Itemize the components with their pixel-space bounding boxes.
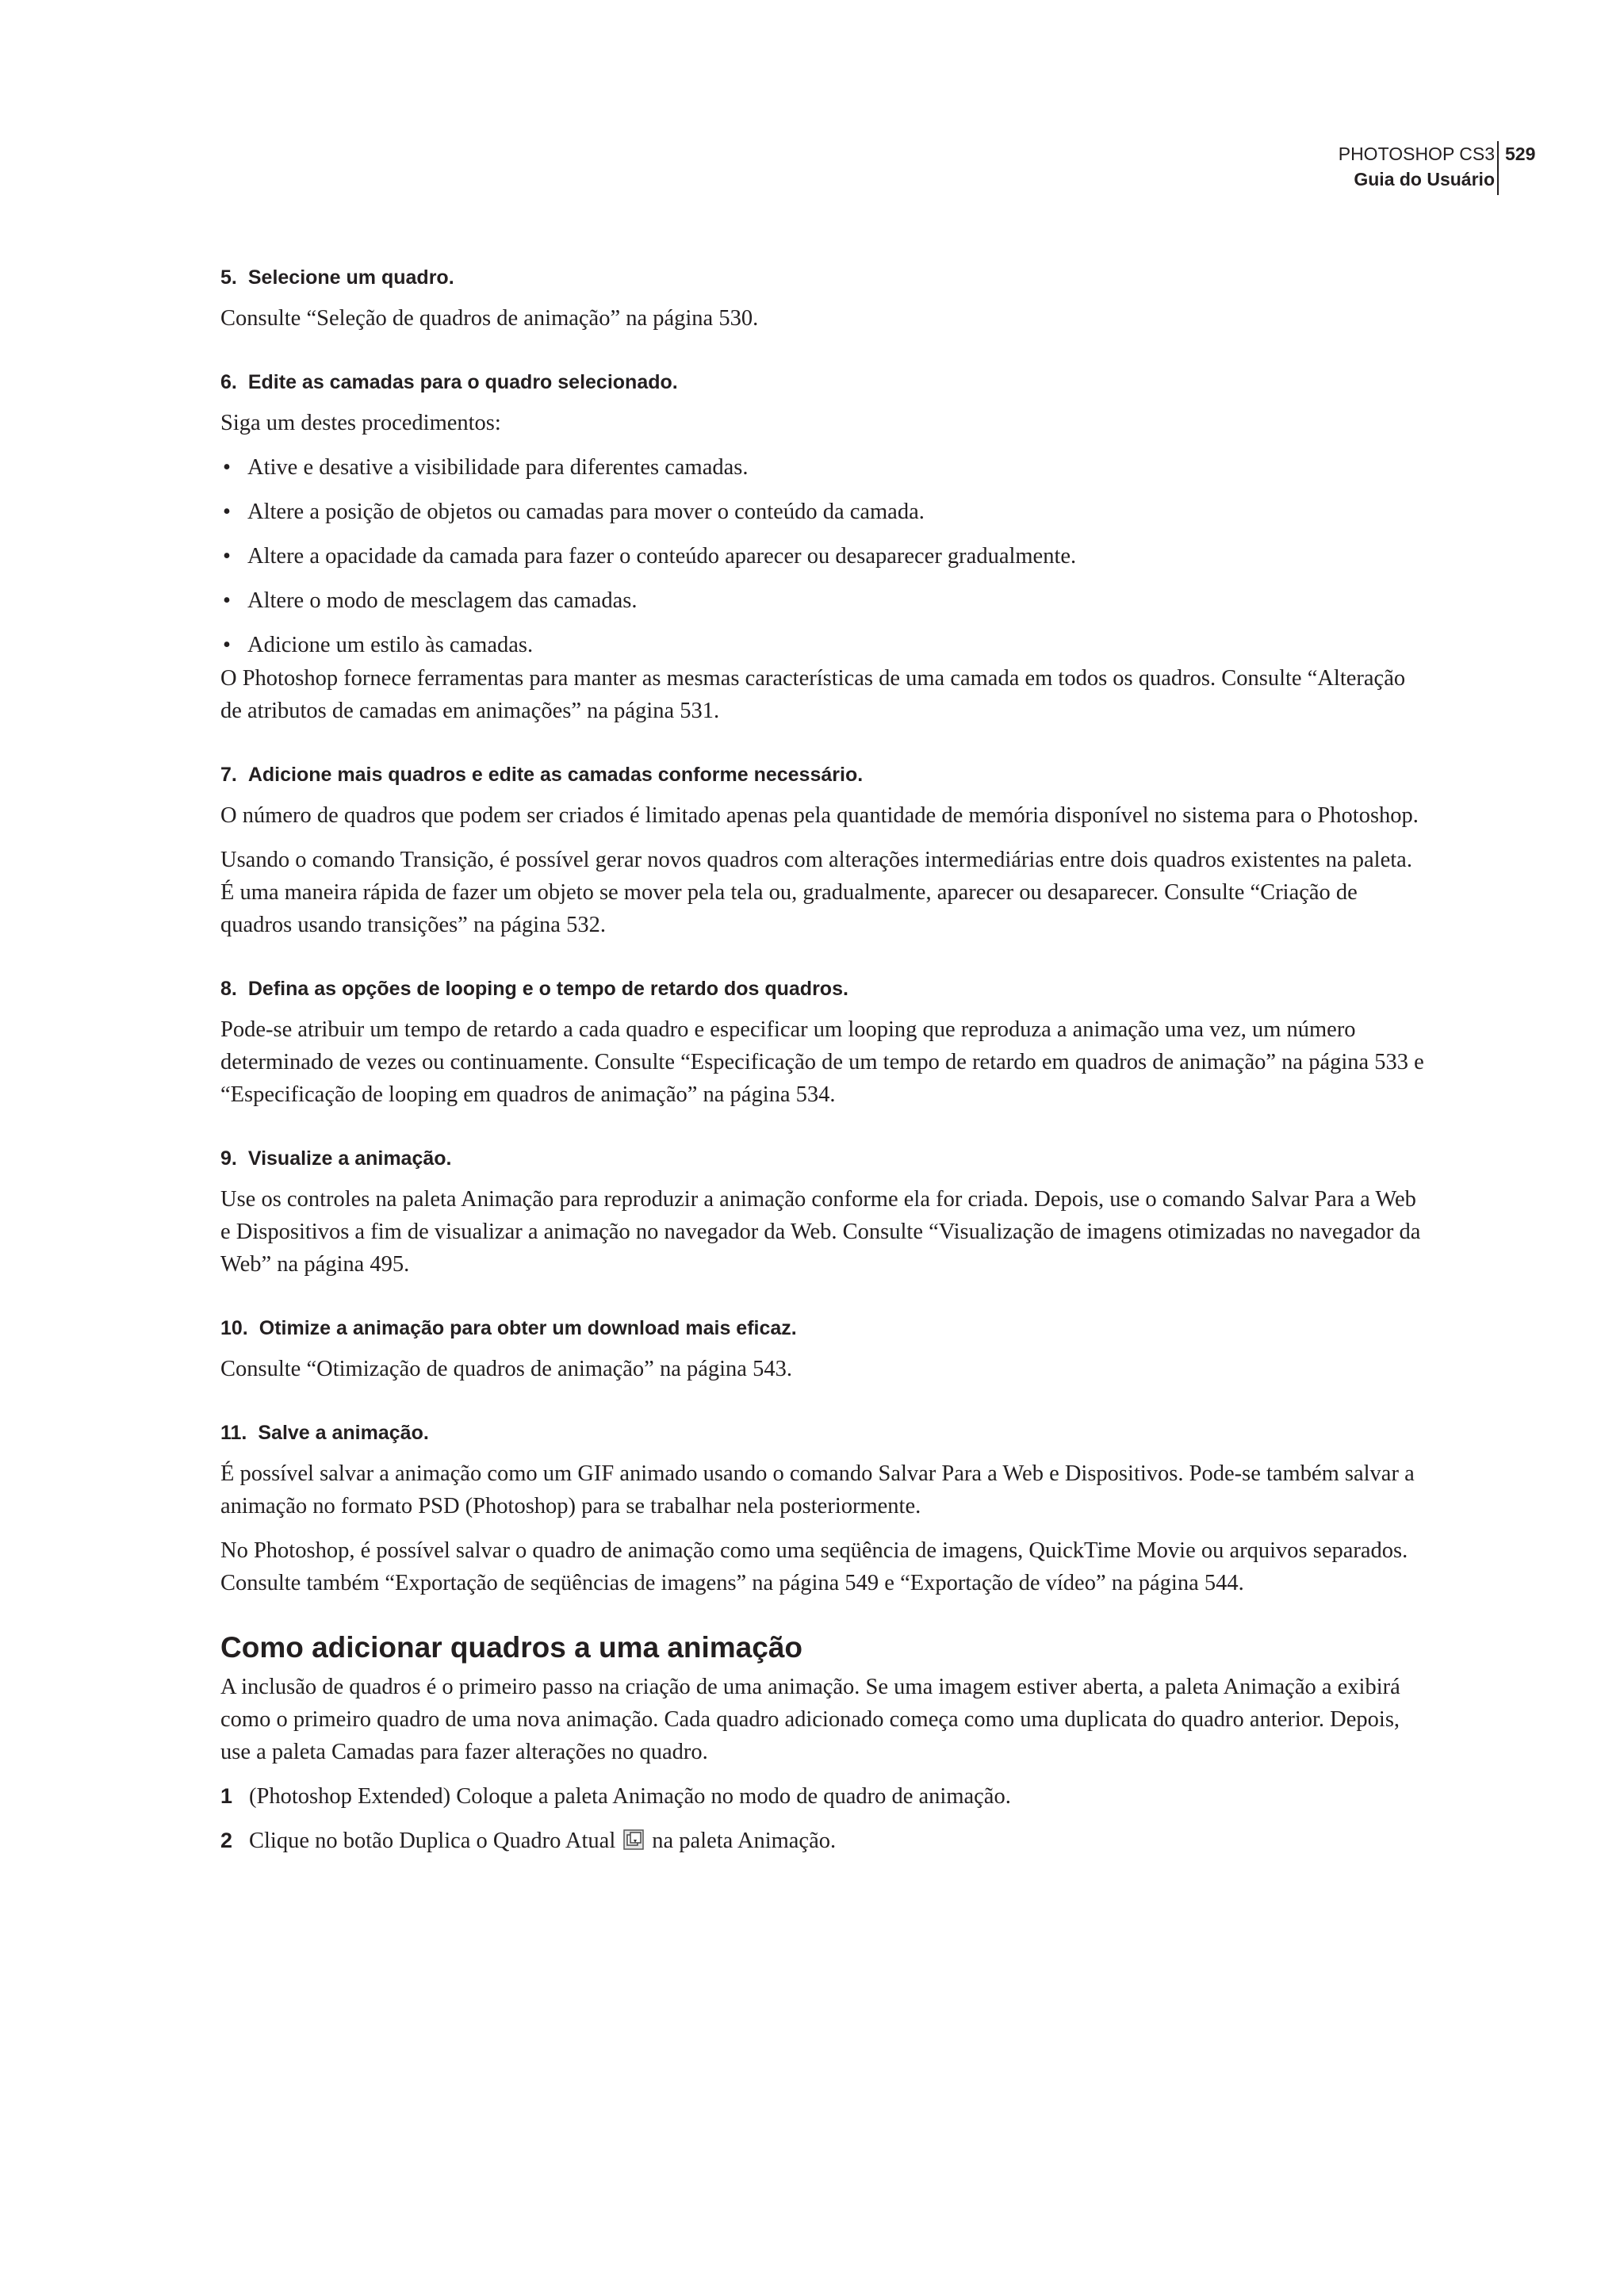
- item-text: Clique no botão Duplica o Quadro Atual: [249, 1829, 616, 1853]
- paragraph: Consulte “Otimização de quadros de animação” na página 543.: [220, 1357, 792, 1381]
- step-number: 7.: [220, 764, 237, 786]
- item-text-after: na paleta Animação.: [652, 1829, 837, 1853]
- page-number: 529: [1505, 144, 1536, 164]
- step-title: Defina as opções de looping e o tempo de retardo dos quadros.: [247, 978, 848, 1000]
- step-heading: [220, 1145, 1426, 1172]
- list-item: • Adicione um estilo às camadas.: [223, 633, 534, 657]
- step-heading: [220, 264, 1426, 291]
- paragraph: Usando o comando Transição, é possível gerar novos quadros com alterações intermediárias entre dois quadros existentes na paleta. É uma maneira rápida de fazer um objeto se mover pela tela ou, gradualmente, aparecer ou desaparecer. Consulte “Criação de quadros usando transições” na página 532.: [220, 848, 1412, 937]
- paragraph: O Photoshop fornece ferramentas para manter as mesmas características de uma camada em todos os quadros. Consulte “Alteração de atributos de camadas em animações” na página 531.: [220, 666, 1406, 723]
- step-title: Salve a animação.: [258, 1422, 429, 1444]
- step-number: 8.: [220, 978, 237, 1000]
- step-number: 9.: [220, 1147, 237, 1170]
- step-title: Edite as camadas para o quadro selecionado.: [247, 371, 678, 393]
- step-heading: [220, 369, 1426, 396]
- running-header: [0, 141, 1624, 197]
- paragraph: É possível salvar a animação como um GIF animado usando o comando Salvar Para a Web e Dispositivos. Pode-se também salvar a animação no formato PSD (Photoshop) para se trabalhar nela posteriormente.: [220, 1461, 1415, 1518]
- paragraph: Consulte “Seleção de quadros de animação” na página 530.: [220, 306, 759, 331]
- item-text: (Photoshop Extended) Coloque a paleta Animação no modo de quadro de animação.: [249, 1784, 1011, 1809]
- step-title: Adicione mais quadros e edite as camadas conforme necessário.: [247, 764, 864, 786]
- list-item: • Ative e desative a visibilidade para diferentes camadas.: [223, 455, 749, 480]
- paragraph: Siga um destes procedimentos:: [220, 411, 501, 435]
- step-heading: [220, 761, 1426, 788]
- paragraph: No Photoshop, é possível salvar o quadro de animação como uma seqüência de imagens, QuickTime Movie ou arquivos separados. Consulte também “Exportação de seqüências de imagens” na página 549 e “Exportação de vídeo” na página 544.: [220, 1538, 1408, 1595]
- item-number: 1: [220, 1784, 233, 1808]
- step-number: 11.: [220, 1422, 247, 1444]
- step-number: 5.: [220, 266, 237, 289]
- step-title: Visualize a animação.: [247, 1147, 452, 1170]
- header-guide: Guia do Usuário: [1354, 169, 1495, 190]
- list-item: • Altere a opacidade da camada para fazer o conteúdo aparecer ou desaparecer gradualmente.: [223, 544, 1077, 569]
- step-heading: [220, 1315, 1426, 1342]
- step-title: Otimize a animação para obter um download mais eficaz.: [259, 1317, 797, 1339]
- step-heading: [220, 975, 1426, 1002]
- step-number: 6.: [220, 371, 237, 393]
- duplicate-frame-icon: [623, 1829, 644, 1850]
- header-product: PHOTOSHOP CS3: [1338, 144, 1495, 164]
- numbered-list: [220, 1780, 1426, 1857]
- section-intro: A inclusão de quadros é o primeiro passo na criação de uma animação. Se uma imagem estiver aberta, a paleta Animação a exibirá como o primeiro quadro de uma nova animação. Cada quadro adicionado começa como uma duplicata do quadro anterior. Depois, use a paleta Camadas para fazer alterações no quadro.: [220, 1675, 1400, 1764]
- bullet-list: [220, 451, 1426, 661]
- step-heading: [220, 1419, 1426, 1446]
- item-number: 2: [220, 1829, 233, 1852]
- step-title: Selecione um quadro.: [247, 266, 454, 289]
- list-item: • Altere a posição de objetos ou camadas para mover o conteúdo da camada.: [223, 500, 925, 524]
- paragraph: O número de quadros que podem ser criados é limitado apenas pela quantidade de memória disponível no sistema para o Photoshop.: [220, 803, 1419, 828]
- step-number: 10.: [220, 1317, 248, 1339]
- main-content: [220, 264, 1426, 1869]
- paragraph: Use os controles na paleta Animação para reproduzir a animação conforme ela for criada. Depois, use o comando Salvar Para a Web e Dispositivos a fim de visualizar a animação no navegador da Web. Consulte “Visualização de imagens otimizadas no navegador da Web” na página 495.: [220, 1187, 1421, 1277]
- paragraph: Pode-se atribuir um tempo de retardo a cada quadro e especificar um looping que reproduza a animação uma vez, um número determinado de vezes ou continuamente. Consulte “Especificação de um tempo de retardo em quadros de animação” na página 533 e “Especificação de looping em quadros de animação” na página 534.: [220, 1017, 1424, 1107]
- header-divider: [1497, 141, 1499, 195]
- list-item: [220, 1825, 1426, 1857]
- header-titles: [1339, 141, 1495, 192]
- section-title: Como adicionar quadros a uma animação: [220, 1631, 803, 1664]
- list-item: [220, 1780, 1426, 1813]
- list-item: • Altere o modo de mesclagem das camadas.: [223, 588, 638, 613]
